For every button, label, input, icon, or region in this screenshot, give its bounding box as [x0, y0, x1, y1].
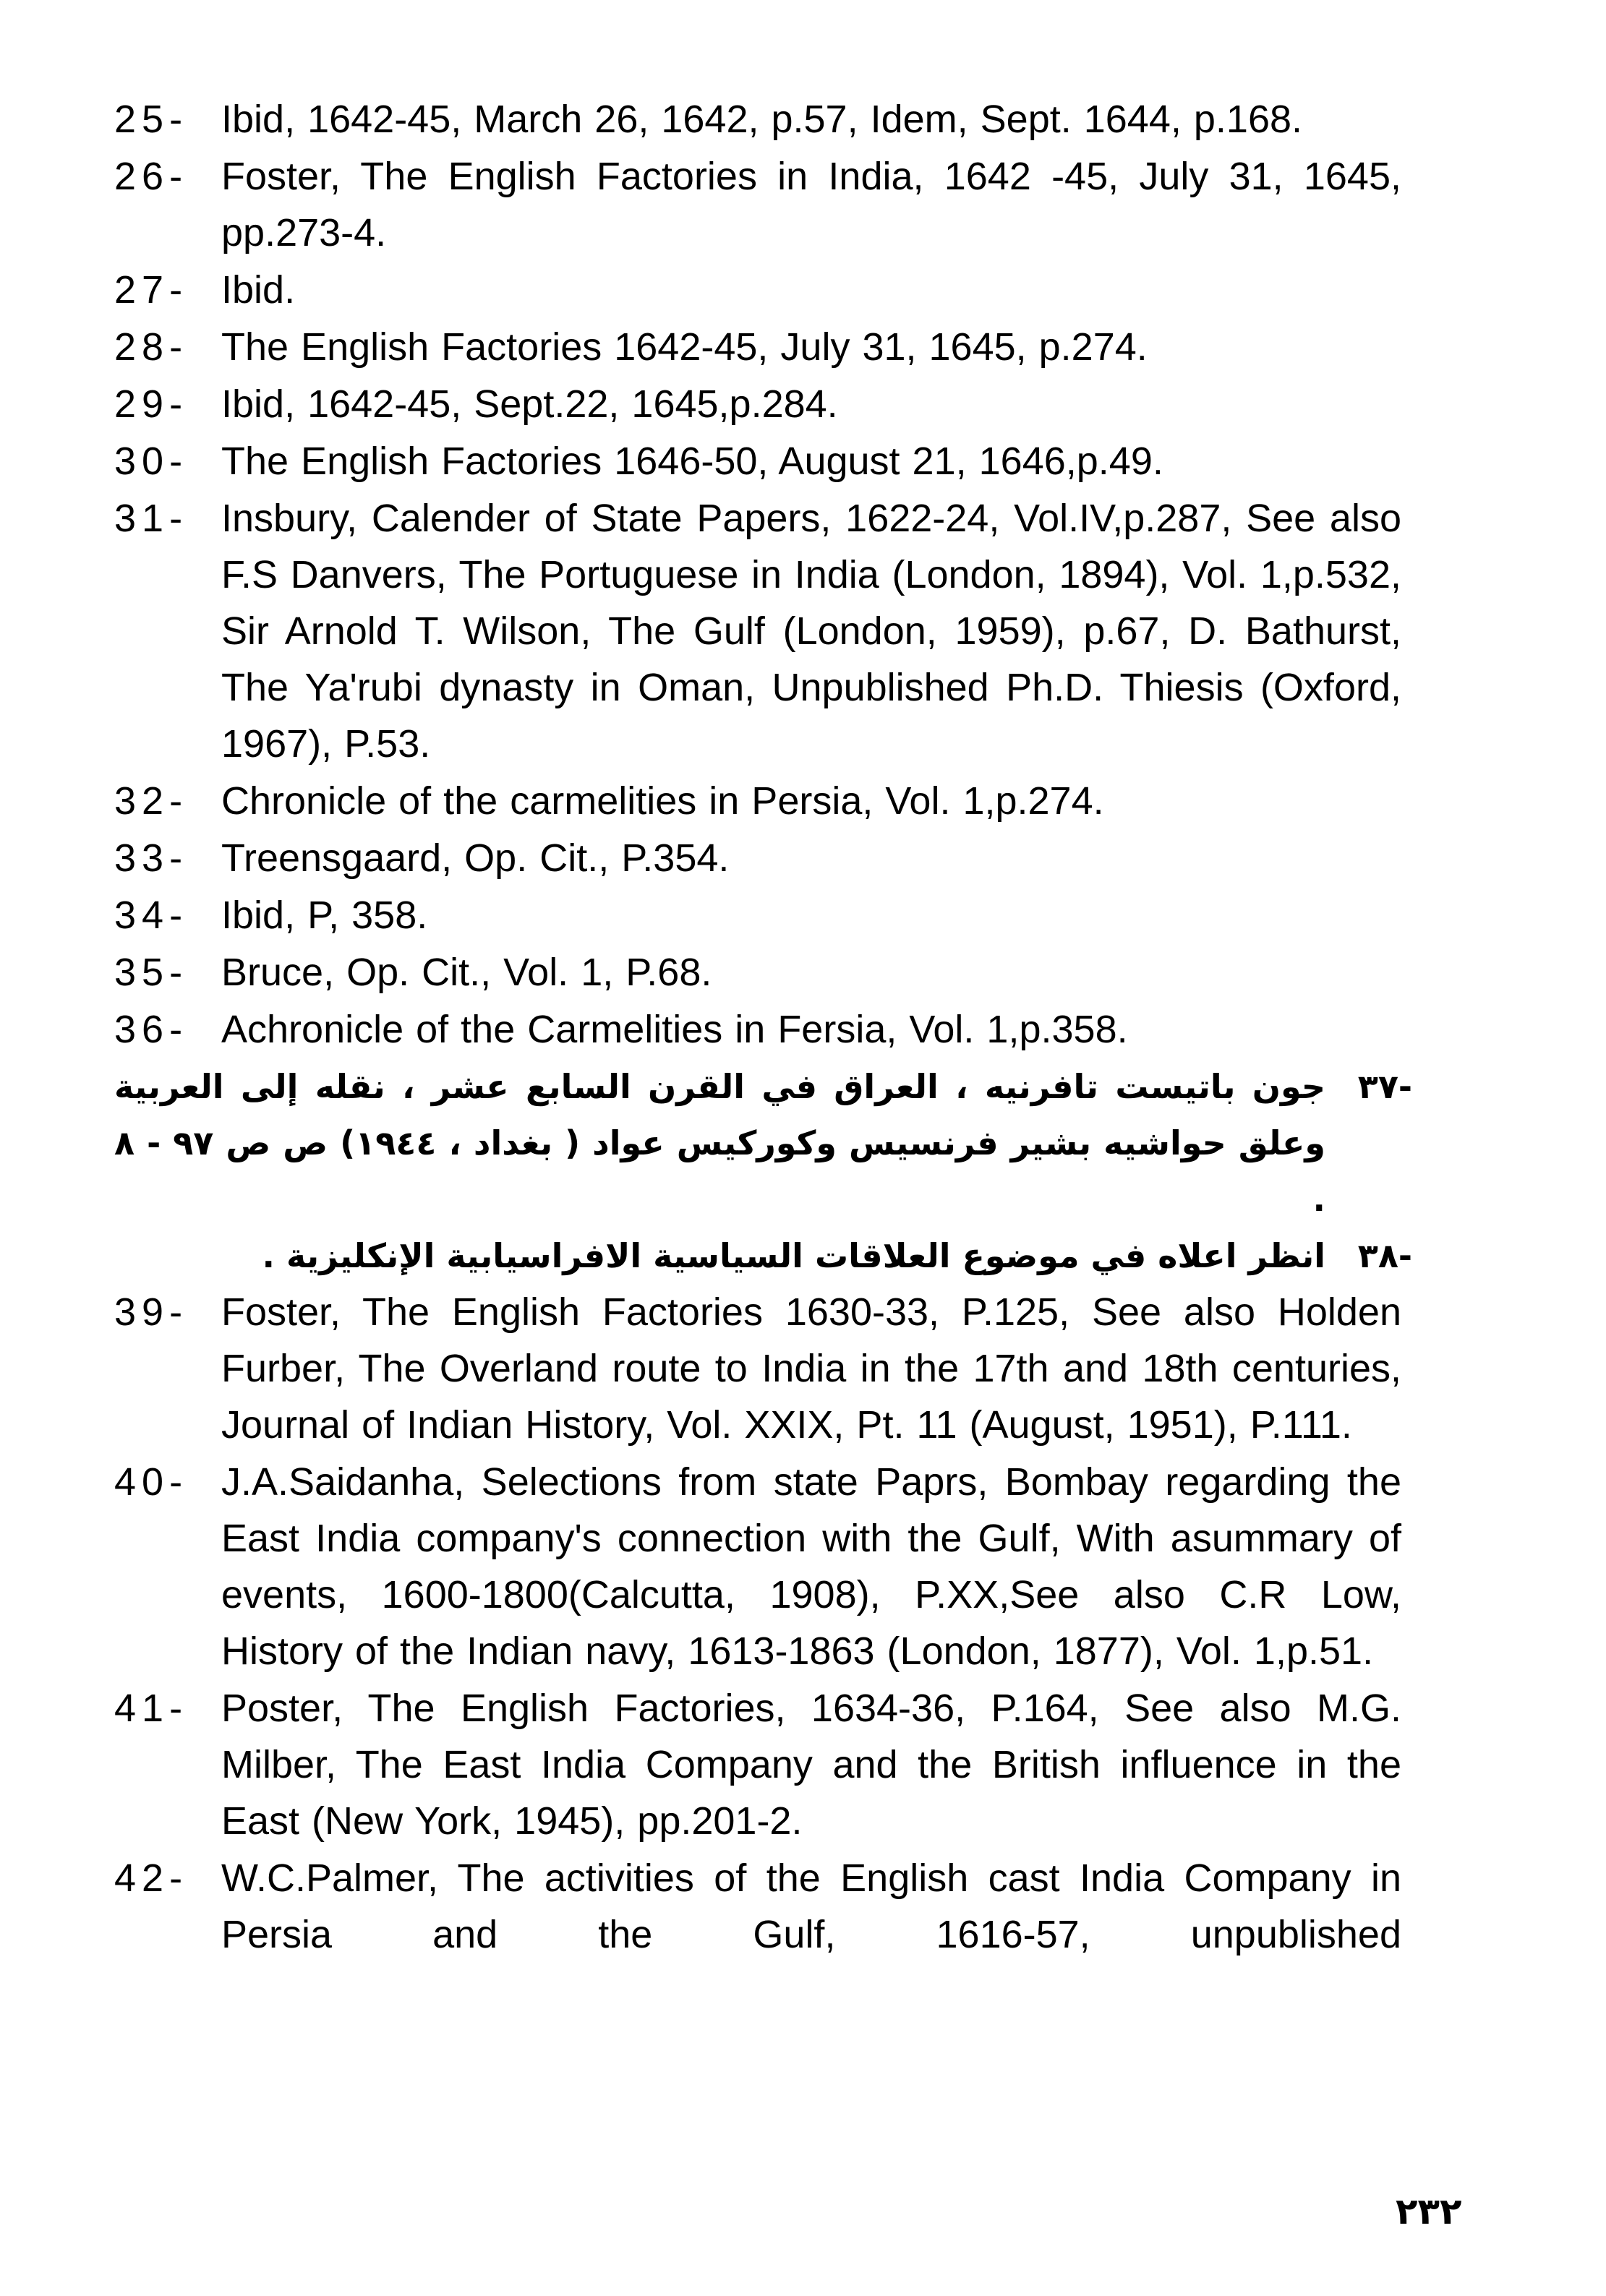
footnote-text: Ibid, 1642-45, March 26, 1642, p.57, Idem, Sept. 1644, p.168. [221, 98, 1303, 141]
footnote-26 [114, 148, 1401, 261]
footnote-number: 27- [114, 268, 189, 312]
footnote-40 [114, 1454, 1401, 1679]
footnote-text: Bruce, Op. Cit., Vol. 1, P.68. [221, 951, 712, 994]
footnote-30 [114, 433, 1401, 489]
footnote-29 [114, 376, 1401, 432]
footnote-text: W.C.Palmer, The activities of the English cast India Company in Persia and the Gulf, 1616-57, unpublished [221, 1856, 1401, 1956]
footnote-38-arabic [114, 1228, 1412, 1284]
footnote-number: 31- [114, 497, 189, 540]
footnote-number: 26- [114, 155, 189, 198]
footnote-42 [114, 1850, 1401, 1963]
footnote-number: 33- [114, 836, 189, 880]
footnote-text: Foster, The English Factories in India, 1642 -45, July 31, 1645, pp.273-4. [221, 155, 1401, 254]
footnote-text: The English Factories 1646-50, August 21, 1646,p.49. [221, 440, 1163, 483]
footnote-text: J.A.Saidanha, Selections from state Paprs, Bombay regarding the East India company's connection with the Gulf, With asummary of events, 1600-1800(Calcutta, 1908), P.XX,See also C.R Low, History of the Indian navy, 1613-1863 (London, 1877), Vol. 1,p.51. [221, 1460, 1401, 1673]
footnote-number: 39- [114, 1290, 189, 1334]
footnote-text: Poster, The English Factories, 1634-36, P.164, See also M.G. Milber, The East India Company and the British influence in the East (New York, 1945), pp.201-2. [221, 1687, 1401, 1843]
footnote-39 [114, 1284, 1401, 1453]
footnote-32 [114, 773, 1401, 829]
footnote-25 [114, 91, 1401, 147]
footnote-number: 41- [114, 1687, 189, 1730]
footnote-35 [114, 944, 1401, 1001]
footnote-number: 29- [114, 382, 189, 426]
footnote-number: 40- [114, 1460, 189, 1504]
footnote-text: Chronicle of the carmelities in Persia, Vol. 1,p.274. [221, 779, 1104, 823]
footnote-text: جون باتيست تافرنيه ، العراق في القرن السابع عشر ، نقله إلى العربية وعلق حواشيه بشير فرنسيس وكوركيس عواد ( بغداد ، ١٩٤٤) ص ص ٩٧ - ٨ . [114, 1067, 1326, 1219]
footnote-37-arabic [114, 1058, 1412, 1228]
footnote-number: 35- [114, 951, 189, 994]
footnote-number: 28- [114, 325, 189, 369]
footnote-28 [114, 319, 1401, 375]
footnote-text: Achronicle of the Carmelities in Fersia, Vol. 1,p.358. [221, 1008, 1128, 1051]
footnote-number: 36- [114, 1008, 189, 1051]
footnote-number: 32- [114, 779, 189, 823]
footnote-text: The English Factories 1642-45, July 31, 1645, p.274. [221, 325, 1148, 369]
footnotes-list [114, 91, 1412, 1963]
footnote-number: -٣٧ [1357, 1067, 1412, 1106]
footnote-text: Ibid, P, 358. [221, 894, 428, 937]
footnote-41 [114, 1680, 1401, 1849]
footnote-34 [114, 887, 1401, 943]
footnote-text: Insbury, Calender of State Papers, 1622-24, Vol.IV,p.287, See also F.S Danvers, The Portuguese in India (London, 1894), Vol. 1,p.532, Sir Arnold T. Wilson, The Gulf (London, 1959), p.67, D. Bathurst, The Ya'rubi dynasty in Oman, Unpublished Ph.D. Thiesis (Oxford, 1967), P.53. [221, 497, 1401, 766]
footnote-36 [114, 1001, 1401, 1058]
footnote-number: 42- [114, 1856, 189, 1900]
footnote-number: 30- [114, 440, 189, 483]
page-number: ٢٣٢ [1396, 2190, 1462, 2232]
footnote-number: 25- [114, 98, 189, 141]
footnote-text: Foster, The English Factories 1630-33, P.125, See also Holden Furber, The Overland route to India in the 17th and 18th centuries, Journal of Indian History, Vol. XXIX, Pt. 11 (August, 1951), P.111. [221, 1290, 1401, 1447]
footnote-text: Ibid, 1642-45, Sept.22, 1645,p.284. [221, 382, 838, 426]
footnote-number: 34- [114, 894, 189, 937]
footnote-number: -٣٨ [1357, 1236, 1412, 1275]
footnote-31 [114, 490, 1401, 772]
footnote-text: Treensgaard, Op. Cit., P.354. [221, 836, 730, 880]
footnote-33 [114, 830, 1401, 886]
footnote-27 [114, 262, 1401, 318]
footnote-text: Ibid. [221, 268, 296, 312]
footnote-text: انظر اعلاه في موضوع العلاقات السياسية الافراسيابية الإنكليزية . [262, 1236, 1325, 1275]
